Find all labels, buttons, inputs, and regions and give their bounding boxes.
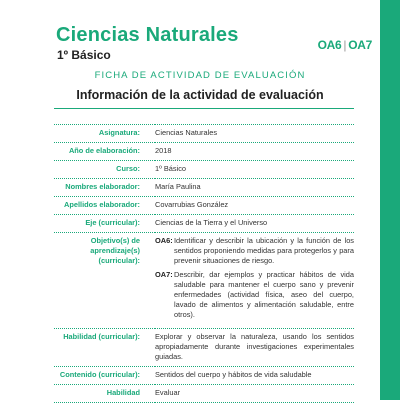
oa-codes: [318, 38, 372, 52]
row-value: [155, 233, 354, 329]
row-value: Explorar y observar la naturaleza, usando los sentidos apropiadamente durante investigaciones experimentales guiadas.: [155, 329, 354, 367]
objective-item: [155, 270, 354, 320]
row-label: Curso:: [54, 161, 155, 179]
table-row: [54, 215, 354, 233]
row-value: 2018: [155, 143, 354, 161]
objective-text: Describir, dar ejemplos y practicar hábitos de vida saludable para mantener el cuerpo sano y prevenir enfermedades (actividad física, aseo del cuerpo, lavado de alimentos y alimentación saludable, entre otros).: [174, 270, 354, 319]
table-row: [54, 329, 354, 367]
objective-text: Identificar y describir la ubicación y la función de los sentidos proponiendo medidas para protegerlos y para prevenir situaciones de riesgo.: [174, 236, 354, 265]
table-row: [54, 367, 354, 385]
info-table: [54, 124, 354, 403]
table-row: [54, 161, 354, 179]
row-label: Nombres elaborador:: [54, 179, 155, 197]
row-value: Ciencias Naturales: [155, 125, 354, 143]
subject-title: Ciencias Naturales: [56, 24, 239, 46]
row-label: Contenido (curricular):: [54, 367, 155, 385]
row-value: 1º Básico: [155, 161, 354, 179]
objective-code: OA7:: [155, 270, 173, 279]
row-value: Sentidos del cuerpo y hábitos de vida saludable: [155, 367, 354, 385]
table-row: [54, 179, 354, 197]
table-row: [54, 197, 354, 215]
row-label: Habilidad: [54, 385, 155, 403]
oa-code-second: OA7: [348, 38, 372, 52]
section-title: Información de la actividad de evaluación: [76, 88, 324, 102]
row-label: Objetivo(s) de aprendizaje(s) (curricular):: [54, 233, 155, 329]
row-label: Eje (curricular):: [54, 215, 155, 233]
row-value: María Paulina: [155, 179, 354, 197]
row-value: Evaluar: [155, 385, 354, 403]
ficha-label: FICHA DE ACTIVIDAD DE EVALUACIÓN: [94, 70, 306, 81]
row-label: Año de elaboración:: [54, 143, 155, 161]
objective-code: OA6:: [155, 236, 173, 245]
oa-code-first: OA6: [317, 38, 342, 52]
grade-label: 1º Básico: [57, 48, 111, 62]
side-accent-bar: [380, 0, 400, 400]
row-value: Ciencias de la Tierra y el Universo: [155, 215, 354, 233]
oa-separator: |: [343, 38, 347, 52]
table-row: [54, 125, 354, 143]
objective-item: [155, 236, 354, 266]
title-divider: [54, 108, 354, 109]
table-row: [54, 233, 354, 329]
row-label: Asignatura:: [54, 125, 155, 143]
row-label: Habilidad (curricular):: [54, 329, 155, 367]
row-label: Apellidos elaborador:: [54, 197, 155, 215]
table-row: [54, 143, 354, 161]
row-value: Covarrubias González: [155, 197, 354, 215]
